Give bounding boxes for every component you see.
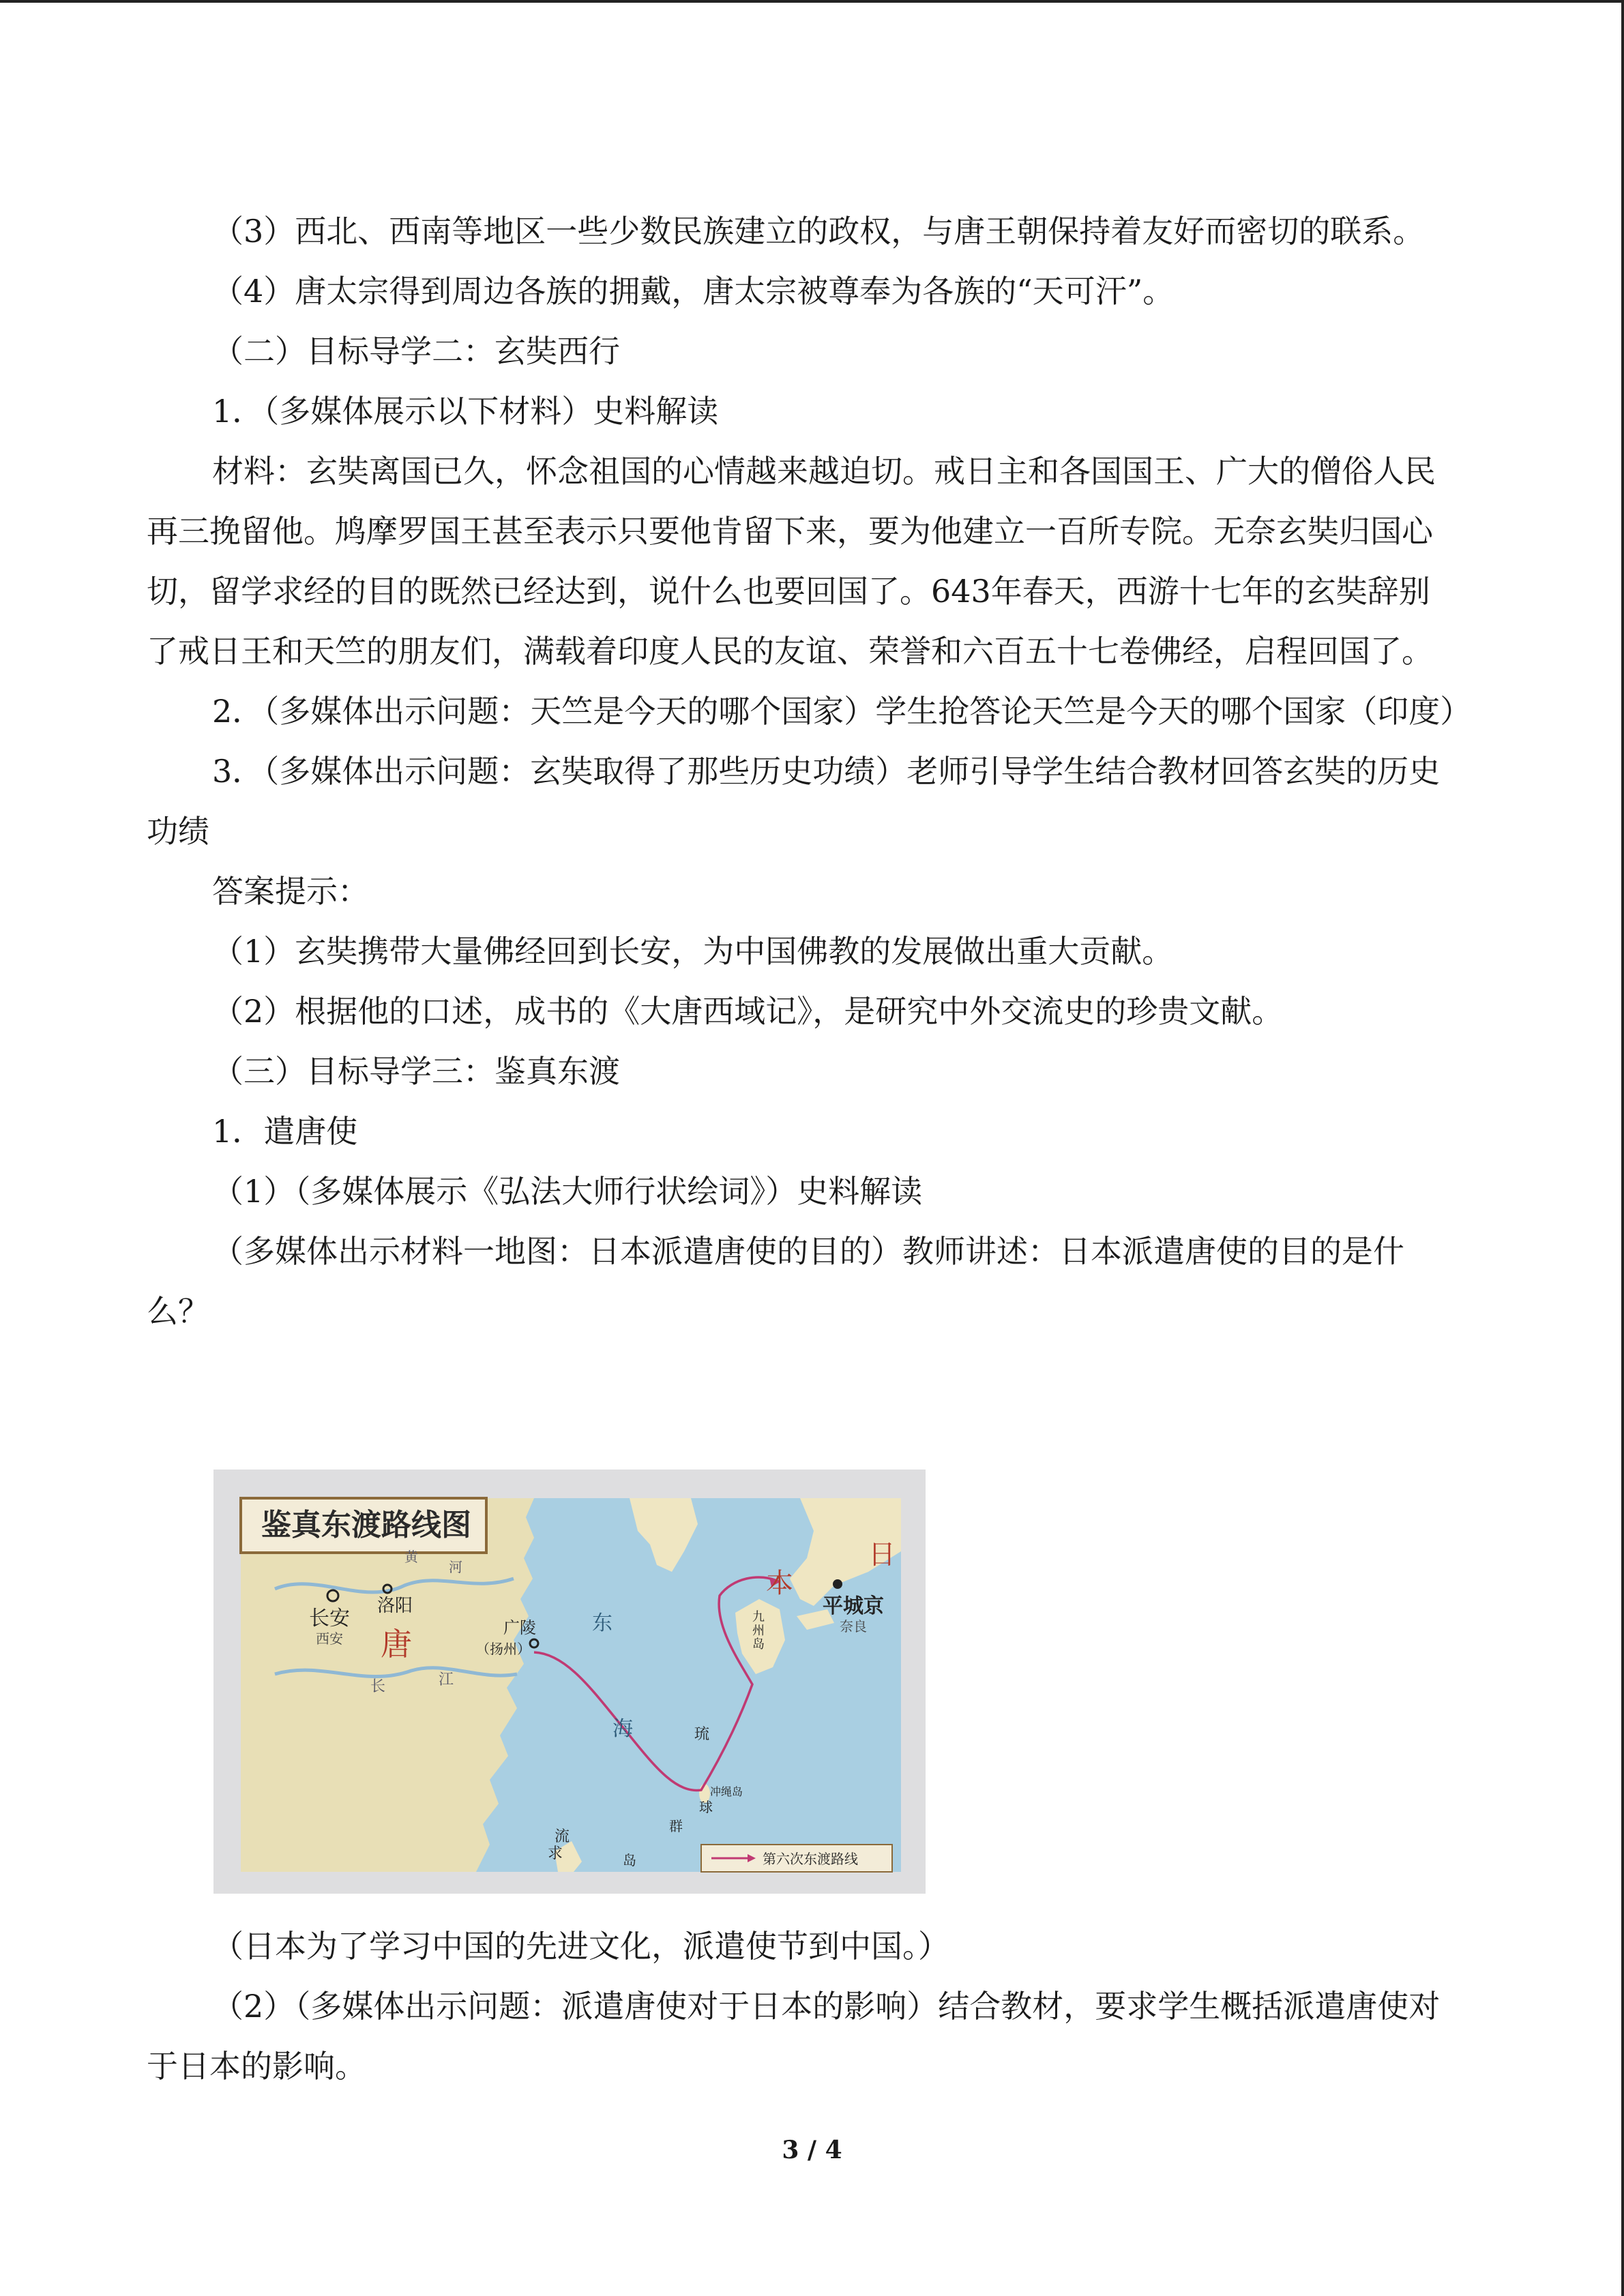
paragraph-question-map: （多媒体出示材料一地图：日本派遣唐使的目的）教师讲述：日本派遣唐使的目的是什么？ bbox=[147, 1233, 1404, 1330]
map-label-tang: 唐 bbox=[381, 1626, 412, 1663]
map-label-nara: 奈良 bbox=[840, 1618, 867, 1635]
map-label-okinawa: 冲绳岛 bbox=[710, 1785, 743, 1798]
map-label-huang: 黄 bbox=[404, 1549, 418, 1565]
map-label-dong: 东 bbox=[592, 1611, 612, 1635]
map-legend: 第六次东渡路线 bbox=[763, 1851, 858, 1867]
map-label-xuan: 琉 bbox=[694, 1726, 710, 1743]
map-label-ryu: 球 bbox=[699, 1799, 713, 1815]
jianzhen-route-map bbox=[213, 1470, 926, 1894]
section-heading-3: （三）目标导学三：鉴真东渡 bbox=[212, 1053, 620, 1090]
page-border-right bbox=[1621, 0, 1624, 2296]
map-label-xian: 西安 bbox=[316, 1630, 343, 1647]
page-number: 3 / 4 bbox=[782, 2136, 842, 2164]
question-influence: （2）（多媒体出示问题：派遣唐使对于日本的影响）结合教材，要求学生概括派遣唐使对于日本的影响。 bbox=[147, 1988, 1441, 2085]
answer-hint: 答案提示： bbox=[212, 873, 369, 910]
map-label-qiu: 求 bbox=[548, 1845, 563, 1862]
paragraph-3: 1．（多媒体展示以下材料）史料解读 bbox=[212, 393, 719, 430]
map-label-kyushu-2: 州 bbox=[752, 1624, 765, 1638]
page-border-top bbox=[0, 0, 1624, 3]
map-label-yangzhou: （扬州） bbox=[476, 1641, 531, 1657]
paragraph-2: （4）唐太宗得到周边各族的拥戴，唐太宗被尊奉为各族的“天可汗”。 bbox=[212, 273, 1175, 310]
map-label-dao: 岛 bbox=[623, 1852, 636, 1868]
map-label-jiang: 江 bbox=[439, 1671, 454, 1688]
answer-2: （2）根据他的口述，成书的《大唐西域记》，是研究中外交流史的珍贵文献。 bbox=[212, 993, 1284, 1030]
map-label-changan: 长安 bbox=[309, 1607, 350, 1630]
question-xuanzang: 3．（多媒体出示问题：玄奘取得了那些历史功绩）老师引导学生结合教材回答玄奘的历史功绩 bbox=[147, 753, 1441, 850]
map-label-luoyang: 洛阳 bbox=[377, 1596, 413, 1616]
map-label-chang: 长 bbox=[370, 1678, 386, 1695]
map-label-kyushu-3: 岛 bbox=[752, 1637, 765, 1652]
page-body bbox=[147, 201, 1472, 1341]
paragraph-1: （3）西北、西南等地区一些少数民族建立的政权，与唐王朝保持着友好而密切的联系。 bbox=[212, 213, 1425, 250]
material-paragraph: 材料：玄奘离国已久，怀念祖国的心情越来越迫切。戒日主和各国国王、广大的僧俗人民再三挽留他。鸠摩罗国王甚至表示只要他肯留下来，要为他建立一百所专院。无奈玄奘归国心切，留学求经的目的既然已经达到，说什么也要回国了。643年春天，西游十七年的玄奘辞别了戒日王和天竺的朋友们，满载着印度人民的友谊、荣誉和六百五十七卷佛经，启程回国了。 bbox=[147, 453, 1436, 670]
map-label-ben: 本 bbox=[766, 1568, 793, 1599]
map-title: 鉴真东渡路线图 bbox=[261, 1508, 471, 1542]
map-label-qun: 群 bbox=[669, 1818, 683, 1834]
map-label-he: 河 bbox=[449, 1559, 462, 1575]
map-label-liu: 流 bbox=[555, 1828, 570, 1845]
map-label-hai: 海 bbox=[612, 1717, 633, 1741]
paragraph-shiliao: （1）（多媒体展示《弘法大师行状绘词》）史料解读 bbox=[212, 1173, 923, 1210]
map-label-pingchengjing: 平城京 bbox=[823, 1594, 884, 1618]
map-label-kyushu-1: 九 bbox=[752, 1610, 765, 1624]
map-label-ri: 日 bbox=[868, 1539, 896, 1570]
answer-japan: （日本为了学习中国的先进文化，派遣使节到中国。） bbox=[212, 1928, 949, 1965]
map-label-guangling: 广陵 bbox=[503, 1618, 536, 1637]
question-tianzhu: 2．（多媒体出示问题：天竺是今天的哪个国家）学生抢答论天竺是今天的哪个国家（印度） bbox=[212, 693, 1472, 730]
subheading-qiantangshi: 1．遣唐使 bbox=[212, 1113, 358, 1150]
section-heading-2: （二）目标导学二：玄奘西行 bbox=[212, 333, 620, 370]
page-body-after-figure bbox=[147, 1916, 1456, 2096]
answer-1: （1）玄奘携带大量佛经回到长安，为中国佛教的发展做出重大贡献。 bbox=[212, 933, 1174, 970]
